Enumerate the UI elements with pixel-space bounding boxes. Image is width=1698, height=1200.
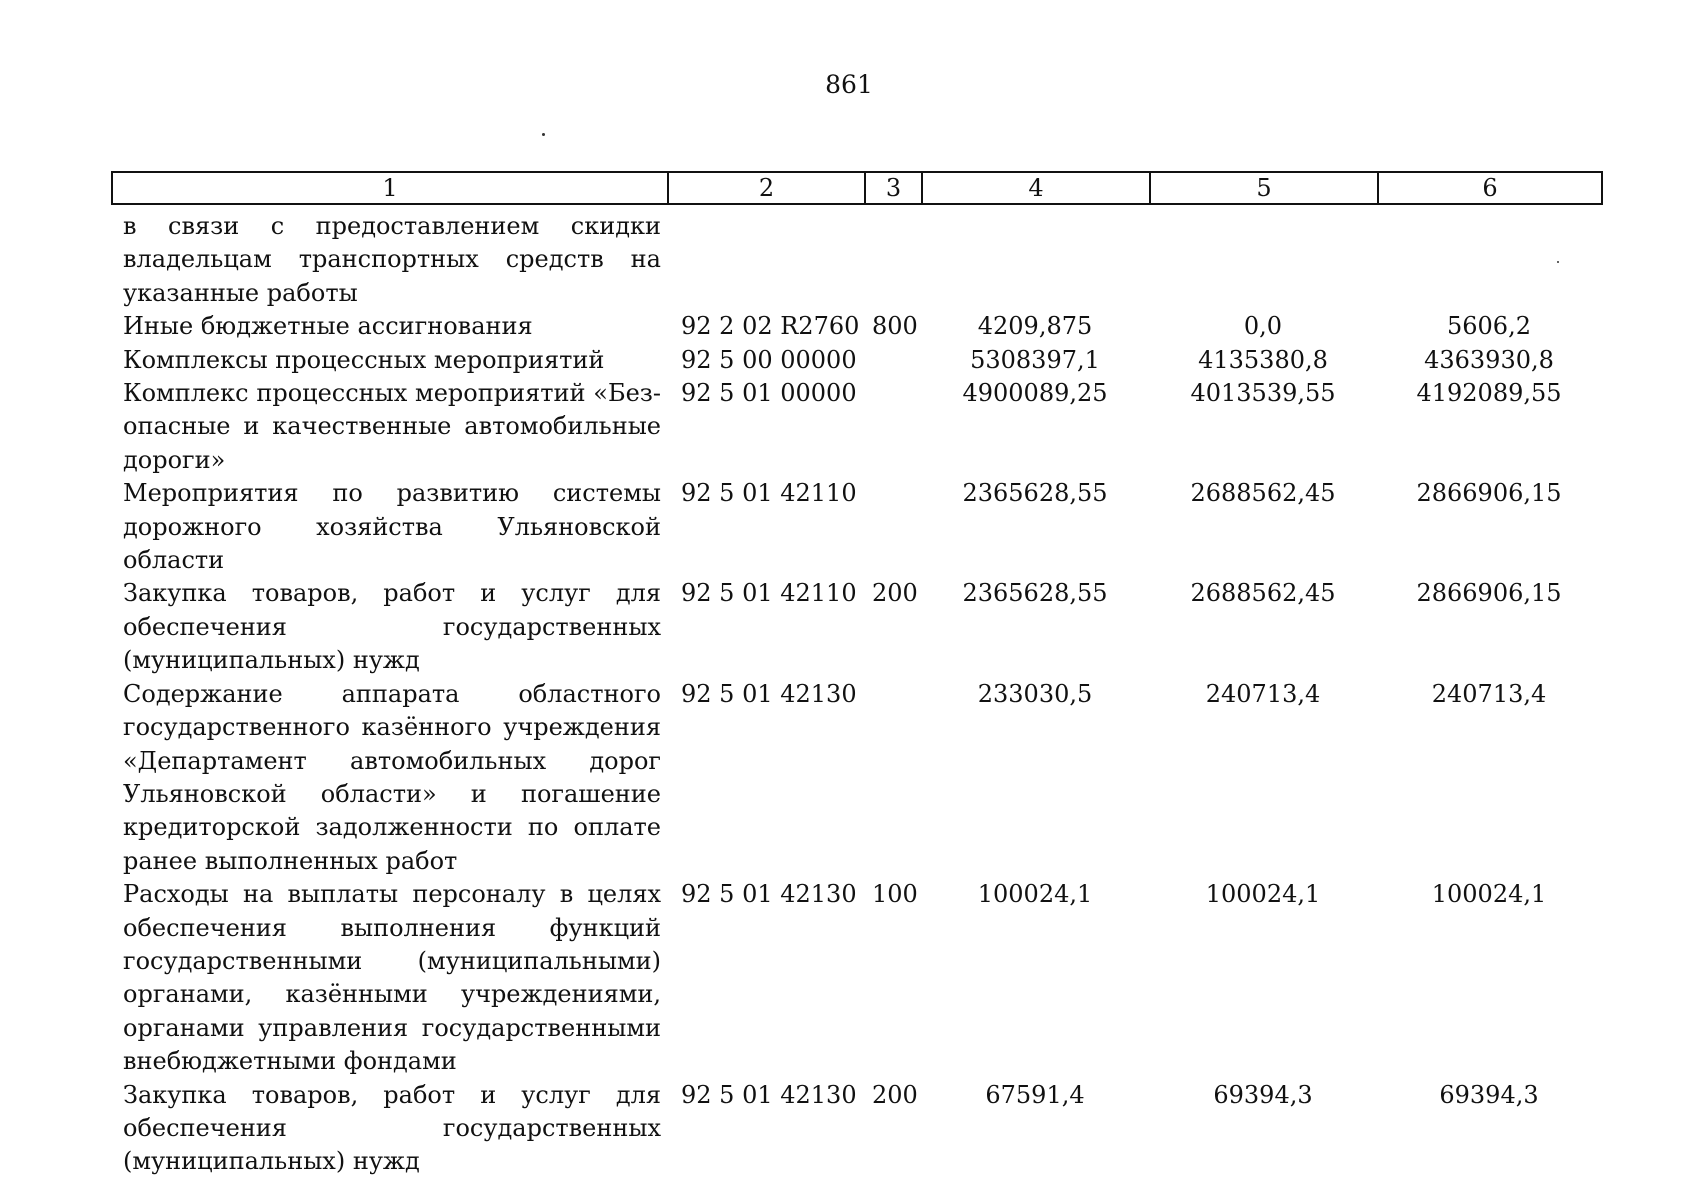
row-name: Содержание аппарата областного государственного казённого учреждения «Департамент автомобильных дорог Ульяновской области» и погашение кредиторской задолженности по оплате ранее выполненных работ [123, 679, 661, 875]
row-name: Закупка товаров, работ и услуг для обеспечения государственных (муниципальных) нужд [123, 1080, 661, 1176]
row-code: 92 5 01 42130 [681, 880, 857, 909]
row-expense-type: 200 [872, 1080, 918, 1109]
row-value-col6: 240713,4 [1431, 679, 1547, 708]
row-value-col6: 5606,2 [1447, 312, 1531, 341]
column-number-header [111, 171, 1603, 205]
header-col-5: 5 [1150, 172, 1378, 204]
row-code: 92 5 01 42110 [681, 579, 857, 608]
row-value-col6: 69394,3 [1439, 1080, 1539, 1109]
table-row [111, 1079, 1601, 1179]
stray-dot-mark [542, 133, 545, 136]
row-value-col6 [1377, 210, 1601, 310]
row-value-col4: 4209,875 [977, 312, 1093, 341]
row-code: 92 5 01 42130 [681, 679, 857, 708]
header-col-6: 6 [1378, 172, 1602, 204]
row-name: Расходы на выплаты персоналу в целях обеспечения выполнения функций государственными (муниципальными) органами, казёнными учреждениями, органами управления государственными внебюджетными фондами [123, 880, 661, 1076]
table-row [111, 310, 1601, 343]
row-value-col4: 2365628,55 [962, 479, 1108, 508]
table-row [111, 477, 1601, 577]
row-value-col4: 100024,1 [977, 880, 1093, 909]
row-value-col5: 69394,3 [1213, 1080, 1313, 1109]
row-value-col4: 67591,4 [985, 1080, 1085, 1109]
row-value-col6: 4363930,8 [1424, 345, 1554, 374]
table-row [111, 344, 1601, 377]
row-code [667, 210, 864, 310]
row-value-col5: 4013539,55 [1190, 379, 1336, 408]
row-expense-type [864, 678, 921, 878]
row-name: Закупка товаров, работ и услуг для обеспечения государственных (муниципальных) нужд [123, 579, 661, 675]
row-value-col4: 2365628,55 [962, 579, 1108, 608]
row-value-col5: 2688562,45 [1190, 479, 1336, 508]
row-value-col5 [1149, 210, 1377, 310]
header-col-2: 2 [668, 172, 865, 204]
row-value-col4: 5308397,1 [970, 345, 1100, 374]
header-col-4: 4 [922, 172, 1150, 204]
header-col-3: 3 [865, 172, 922, 204]
row-code: 92 2 02 R2760 [681, 312, 860, 341]
row-code: 92 5 01 00000 [681, 379, 857, 408]
table-row [111, 678, 1601, 878]
table-row [111, 210, 1601, 310]
row-code: 92 5 01 42110 [681, 479, 857, 508]
table-row [111, 377, 1601, 477]
row-value-col5: 0,0 [1243, 312, 1283, 341]
header-row [112, 172, 1602, 204]
row-name: Комплекс процессных мероприятий «Безопасные и качественные автомобильные дороги» [123, 379, 661, 474]
row-value-col6: 2866906,15 [1416, 479, 1562, 508]
row-expense-type [864, 377, 921, 477]
row-value-col6: 4192089,55 [1416, 379, 1562, 408]
row-value-col6: 2866906,15 [1416, 579, 1562, 608]
table-row [111, 878, 1601, 1078]
row-name: Мероприятия по развитию системы дорожного хозяйства Ульяновской области [123, 479, 661, 575]
table-row [111, 577, 1601, 677]
row-value-col5: 2688562,45 [1190, 579, 1336, 608]
row-expense-type [864, 344, 921, 377]
row-expense-type: 100 [872, 880, 918, 909]
row-name: в связи с предоставлением скидки владельцам транспортных средств на указанные работы [123, 212, 661, 307]
page-number: 861 [825, 70, 873, 99]
row-expense-type: 200 [872, 579, 918, 608]
row-expense-type [864, 477, 921, 577]
row-code: 92 5 01 42130 [681, 1080, 857, 1109]
row-expense-type: 800 [872, 312, 918, 341]
row-value-col6: 100024,1 [1431, 880, 1547, 909]
row-code: 92 5 00 00000 [681, 345, 857, 374]
row-value-col4: 4900089,25 [962, 379, 1108, 408]
row-expense-type [864, 210, 921, 310]
row-value-col4: 233030,5 [977, 679, 1093, 708]
budget-table-body [111, 210, 1601, 1179]
row-value-col5: 100024,1 [1205, 880, 1321, 909]
row-value-col5: 240713,4 [1205, 679, 1321, 708]
row-value-col5: 4135380,8 [1198, 345, 1328, 374]
row-name: Иные бюджетные ассигнования [123, 312, 533, 341]
row-name: Комплексы процессных мероприятий [123, 345, 605, 374]
header-col-1: 1 [112, 172, 668, 204]
row-value-col4 [921, 210, 1149, 310]
